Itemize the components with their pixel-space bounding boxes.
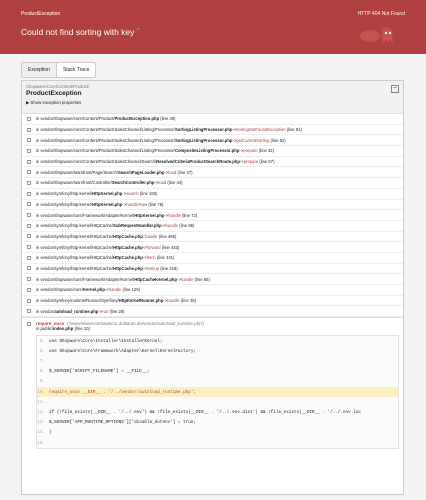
- trace-path: in vendor/symfony/http-kernel/: [36, 191, 93, 197]
- exception-namespace: Shopware\Core\Content\Product\: [26, 84, 90, 89]
- trace-function: handle: [180, 276, 194, 282]
- trace-file: ProductException.php: [114, 116, 160, 122]
- trace-path: in vendor/shopware/core/Content/Product/SalesChannel/Listing/Processor/: [36, 137, 175, 143]
- trace-row[interactable]: [22, 189, 403, 200]
- trace-file: HttpKernel.php: [92, 191, 123, 197]
- trace-arrow: ->: [232, 127, 237, 133]
- trace-row[interactable]: [22, 200, 403, 211]
- line-number: 9.: [39, 379, 45, 385]
- trace-row[interactable]: [22, 167, 403, 178]
- trace-row[interactable]: [22, 306, 403, 317]
- trace-file: HttpKernel.php: [92, 201, 123, 207]
- trace-row[interactable]: [22, 135, 403, 146]
- trace-file: autoload_runtime.php: [54, 308, 99, 314]
- trace-row[interactable]: [22, 296, 403, 307]
- line-number: 8.: [39, 369, 45, 375]
- trace-file: HttpCacheKernel.php: [134, 276, 178, 282]
- trace-line: (line 47): [177, 169, 193, 175]
- expand-checkbox-icon[interactable]: [27, 117, 31, 121]
- trace-arrow: ->: [154, 180, 159, 186]
- expand-checkbox-icon[interactable]: [27, 266, 31, 270]
- trace-arrow: ->: [177, 276, 181, 282]
- trace-row[interactable]: [22, 242, 403, 253]
- trace-line: (line 44): [167, 180, 183, 186]
- expand-checkbox-icon[interactable]: [27, 138, 31, 142]
- frame-argument: ('/www/wwwroot/swdemo.dolitauto.de/vendor/autoload_runtime.php'): [67, 321, 205, 327]
- trace-path: in vendor/: [36, 308, 55, 314]
- line-number: 10.: [37, 389, 45, 395]
- trace-row[interactable]: [22, 264, 403, 275]
- trace-row[interactable]: [22, 146, 403, 157]
- code-line: [37, 428, 398, 438]
- trace-row[interactable]: [22, 232, 403, 243]
- exception-message-text: Could not find sorting with key: [21, 27, 135, 37]
- trace-path: in vendor/shopware/core/Content/Product/: [36, 116, 115, 122]
- trace-path: in vendor/symfony/runtime/Runner/Symfony/: [36, 298, 119, 304]
- show-exception-properties[interactable]: ▶ Show exception properties: [26, 100, 82, 105]
- expand-checkbox-icon[interactable]: [27, 181, 31, 185]
- trace-file: SearchPageLoader.php: [117, 169, 165, 175]
- trace-line: (line 57): [259, 159, 275, 165]
- trace-path: in vendor/shopware/core/Content/Product/SalesChannel/Listing/Processor/: [36, 148, 175, 154]
- frame-path: in public/: [36, 326, 53, 332]
- trace-path: in vendor/shopware/core/Framework/Adapter/Kernel/: [36, 276, 135, 282]
- http-status: HTTP 404 Not Found: [357, 11, 405, 17]
- trace-line: (line 443): [161, 244, 180, 250]
- trace-function: handle: [168, 212, 181, 218]
- code-line: [37, 418, 398, 428]
- trace-line: (line 76): [148, 201, 164, 207]
- ghost-logo-icon: [358, 25, 398, 47]
- trace-line: (line 466): [158, 233, 177, 239]
- trace-line: (line 81): [286, 127, 302, 133]
- trace-arrow: ->: [164, 212, 169, 218]
- frame-function: require_once: [36, 321, 65, 327]
- trace-function: prepare: [243, 148, 258, 154]
- trace-row[interactable]: [22, 210, 403, 221]
- trace-file: SortingListingProcessor.php: [174, 127, 233, 133]
- trace-file: HttpKernelRunner.php: [118, 298, 164, 304]
- trace-arrow: ->: [161, 223, 166, 229]
- trace-path: in vendor/shopware/core/Content/Product/SalesChannel/Search/: [36, 159, 157, 165]
- trace-line: (line 65): [194, 276, 210, 282]
- expanded-trace-frame: [22, 317, 403, 452]
- trace-file: HttpCache.php: [113, 233, 143, 239]
- trace-path: in vendor/symfony/http-kernel/HttpCache/: [36, 223, 114, 229]
- frame-file: index.php: [52, 326, 74, 332]
- code-text: use Shopware\Core\Framework\Adapter\Kernel\KernelFactory;: [49, 348, 196, 354]
- trace-arrow: ::: [142, 233, 146, 239]
- trace-arrow: ->: [232, 137, 237, 143]
- expand-checkbox-icon[interactable]: [27, 234, 31, 238]
- trace-function: getCurrentSorting: [236, 137, 270, 143]
- code-line-highlighted: [37, 387, 398, 397]
- trace-line: (line 218): [160, 265, 178, 271]
- trace-row[interactable]: [22, 274, 403, 285]
- error-header: [0, 0, 426, 54]
- trace-function: handle: [167, 298, 180, 304]
- trace-arrow: ->: [239, 148, 244, 154]
- line-number: 14.: [37, 430, 45, 436]
- trace-file: Kernel.php: [83, 287, 105, 293]
- trace-function: run: [102, 308, 109, 314]
- line-number: 6.: [39, 348, 45, 354]
- code-line: [37, 407, 398, 417]
- code-text: $_SERVER['SCRIPT_FILENAME'] = __FILE__;: [49, 369, 150, 375]
- frame-location: [36, 326, 398, 331]
- trace-line: (line 183): [139, 191, 158, 197]
- trace-row[interactable]: [22, 253, 403, 264]
- expand-checkbox-icon[interactable]: [27, 299, 31, 303]
- stack-trace-list: [22, 114, 403, 317]
- trace-file: HttpCache.php: [113, 265, 143, 271]
- code-text: use Shopware\Core\Installer\InstallerKernel;: [49, 338, 163, 344]
- trace-path: in vendor/symfony/http-kernel/HttpCache/: [36, 265, 114, 271]
- code-line: [37, 336, 398, 346]
- trace-file: HttpCache.php: [113, 244, 143, 250]
- trace-row[interactable]: [22, 221, 403, 232]
- trace-line: (line 29): [109, 308, 125, 314]
- trace-row[interactable]: [22, 157, 403, 168]
- code-line: [37, 377, 398, 387]
- trace-path: in vendor/shopware/core/: [36, 287, 84, 293]
- trace-path: in vendor/symfony/http-kernel/HttpCache/: [36, 255, 114, 261]
- line-number: 15.: [37, 440, 45, 446]
- trace-function: handle: [108, 287, 122, 293]
- expand-checkbox-icon[interactable]: [27, 160, 31, 164]
- trace-line: (line 35): [180, 298, 197, 304]
- trace-row[interactable]: [22, 178, 403, 189]
- expand-checkbox-icon[interactable]: [27, 170, 31, 174]
- line-number: 11.: [37, 399, 45, 405]
- exception-class: ProductException: [26, 90, 82, 97]
- exception-title: ProductException: [21, 11, 61, 17]
- trace-arrow: ->: [98, 308, 103, 314]
- tab-stack-trace[interactable]: Stack Trace: [62, 67, 90, 73]
- trace-row[interactable]: [22, 114, 403, 125]
- tab-exception[interactable]: Exception: [22, 63, 57, 77]
- expand-checkbox-icon[interactable]: [27, 213, 31, 217]
- trace-path: in vendor/shopware/storefront/Controller/: [36, 180, 112, 186]
- trace-function: handle: [145, 233, 158, 239]
- trace-arrow: ->: [104, 287, 109, 293]
- trace-line: (line 129): [122, 287, 140, 293]
- expand-checkbox-icon[interactable]: [27, 309, 31, 313]
- trace-row[interactable]: [22, 285, 403, 296]
- trace-file: HttpKernel.php: [134, 212, 165, 218]
- tab-bar: [21, 62, 96, 78]
- exception-message: [21, 27, 140, 37]
- code-line: [37, 367, 398, 377]
- code-text: if (!file_exists(__DIR__ . '/../.env') && !file_exists(__DIR__ . '/../.env.dist') && !file_exists(__DIR__ . '/../.env.loc: [49, 409, 362, 415]
- code-line: [37, 438, 398, 448]
- code-line: [37, 346, 398, 356]
- collapse-toggle-button[interactable]: −: [392, 85, 398, 92]
- trace-path: in vendor/shopware/core/Framework/Adapter/Kernel/: [36, 212, 135, 218]
- trace-line: (line 32): [258, 148, 275, 154]
- trace-file: SortingListingProcessor.php: [174, 137, 233, 143]
- expand-checkbox-icon[interactable]: [27, 128, 31, 132]
- expand-checkbox-icon[interactable]: [27, 224, 31, 228]
- trace-line: (line 52): [270, 137, 286, 143]
- expand-checkbox-icon[interactable]: [27, 202, 31, 206]
- trace-file: SubRequestHandler.php: [113, 223, 162, 229]
- code-text: $_SERVER['APP_RUNTIME_OPTIONS']['disable_dotenv'] = true;: [49, 420, 196, 426]
- expand-checkbox-icon[interactable]: [27, 149, 31, 153]
- trace-arrow: ->: [122, 201, 127, 207]
- trace-function: load: [168, 169, 177, 175]
- exception-panel: [21, 80, 404, 495]
- trace-file: CompositeListingProcessor.php: [174, 148, 240, 154]
- trace-arrow: ->: [122, 191, 127, 197]
- trace-path: in vendor/symfony/http-kernel/: [36, 201, 93, 207]
- trace-function: forward: [146, 244, 161, 250]
- trace-arrow: ->: [142, 255, 147, 261]
- trace-function: fetch: [146, 255, 156, 261]
- code-line: [37, 356, 398, 366]
- line-number: 13.: [37, 420, 45, 426]
- trace-function: search: [126, 191, 139, 197]
- trace-arrow: ->: [163, 298, 168, 304]
- frame-line: (line 10): [74, 326, 90, 332]
- expand-checkbox-icon[interactable]: [27, 256, 31, 260]
- code-excerpt: [36, 335, 399, 449]
- trace-line: (line 86): [179, 223, 195, 229]
- code-text: }: [49, 430, 52, 436]
- trace-line: (line 39): [160, 116, 176, 122]
- trace-path: in vendor/symfony/http-kernel/HttpCache/: [36, 233, 114, 239]
- trace-arrow: ->: [164, 169, 169, 175]
- trace-function: lookup: [146, 265, 160, 271]
- trace-file: ResolvedCriteriaProductSearchRoute.php: [156, 159, 240, 165]
- line-number: 12.: [37, 409, 45, 415]
- code-line: [37, 397, 398, 407]
- trace-arrow: ->: [142, 244, 147, 250]
- collapse-checkbox-icon[interactable]: [27, 322, 31, 326]
- trace-arrow: ->: [142, 265, 147, 271]
- trace-function: load: [158, 180, 167, 186]
- trace-function: sortingNotFoundException: [236, 127, 286, 133]
- expand-checkbox-icon[interactable]: [27, 192, 31, 196]
- trace-file: HttpCache.php: [113, 255, 143, 261]
- trace-function: handleRaw: [126, 201, 148, 207]
- trace-path: in vendor/symfony/http-kernel/HttpCache/: [36, 244, 114, 250]
- line-number: 7.: [39, 359, 45, 365]
- code-text: require_once __DIR__ . '/../vendor/autoload_runtime.php';: [49, 389, 196, 395]
- expand-checkbox-icon[interactable]: [27, 245, 31, 249]
- trace-function: handle: [165, 223, 179, 229]
- exception-message-key: "": [136, 27, 140, 33]
- trace-file: SearchController.php: [111, 180, 155, 186]
- trace-arrow: ->: [239, 159, 244, 165]
- expand-checkbox-icon[interactable]: [27, 277, 31, 281]
- trace-function: prepare: [243, 159, 259, 165]
- trace-path: in vendor/shopware/storefront/Page/Search/: [36, 169, 118, 175]
- trace-line: (line 341): [156, 255, 175, 261]
- line-number: 5.: [39, 338, 45, 344]
- trace-row[interactable]: [22, 125, 403, 136]
- trace-line: (line 72): [182, 212, 198, 218]
- expand-checkbox-icon[interactable]: [27, 288, 31, 292]
- exception-heading: [22, 81, 403, 114]
- trace-path: in vendor/shopware/core/Content/Product/SalesChannel/Listing/Processor/: [36, 127, 175, 133]
